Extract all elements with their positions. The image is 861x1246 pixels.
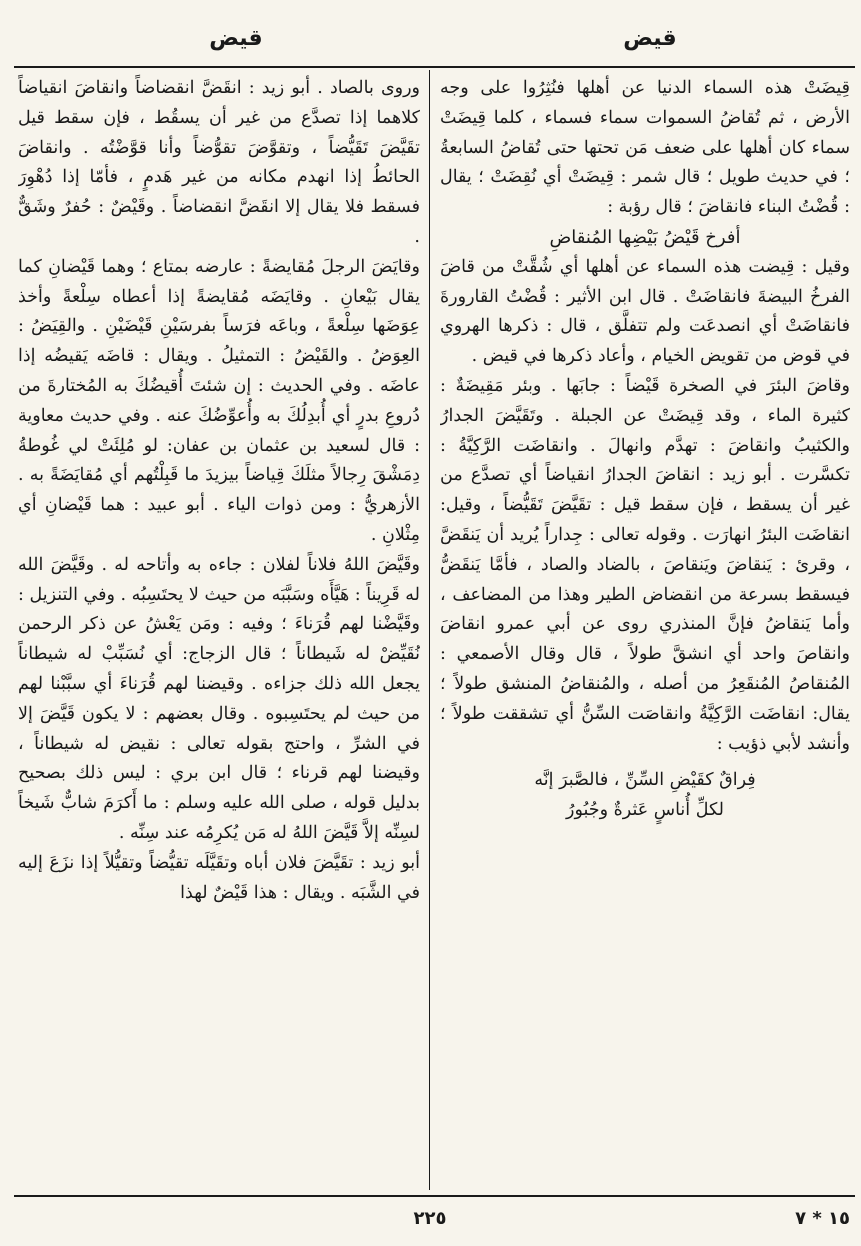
couplet-line-2: لكلِّ أُناسٍ عَثرةٌ وجُبُورُ	[566, 800, 724, 821]
verse-line: أفرخ قَيْضُ بَيْضِها المُنقاضِ	[549, 226, 741, 248]
paragraph: قِيضَتْ هذه السماء الدنيا عن أهلها فنُثِرُوا على وجه الأرض ، ثم تُقاضُ السموات سماء فسماء ، كلما قِيضَتْ سماء كان أهلها على ضعف مَن تحتها حتى تُقاضُ السابعةُ ؛ في حديث طويل ؛ قال شمر : قِيضَتْ أي نُقِضَتْ ؛ يقال : قُضْتُ البناء فانقاضَ ؛ قال رؤبة :	[440, 78, 850, 218]
paragraph: وقيل : قِيضت هذه السماء عن أهلها أي شُقَّتْ من قاضَ الفرخُ البيضةَ فانقاضَتْ . قال ابن الأثير : قُضْتُ القارورةَ فانقاضَتْ أي انصدعَت ولم تتفلَّق ، قال : ذكرها الهروي في قوض من تقويض الخيام ، وأعاد ذكرها في قيض .	[440, 256, 850, 367]
couplet-line-1: فِراقٌ كقَيْضِ السِّنِّ ، فالصَّبرَ إنَّه	[534, 770, 756, 791]
right-column	[440, 74, 850, 1186]
page-number: ٢٢٥	[413, 1208, 447, 1229]
signature-mark: ١٥ * ٧	[795, 1208, 850, 1229]
bottom-rule	[14, 1195, 855, 1197]
paragraph: وروى بالصاد . أبو زيد : انقَضَّ انقضاضاً وانقاضَ انقياضاً كلاهما إذا تصدَّع من غير أن يسقُط ، فإن سقط قيل تقَيَّضَ تَقَيُّضاً ، وتقوَّضَ تقوُّضاً وأنا قوَّضْتُه . وانقاضَ الحائطُ إذا انهدم مكانه من غير هَدمٍ ، فأمّا إذا دُهْوِرَ فسقط فلا يقال إلا انقَضَّ انقضاضاً . وقَيْضٌ : حُفرٌ وشَقٌّ .	[18, 78, 420, 247]
column-divider	[429, 70, 430, 1190]
poetry-couplet	[440, 765, 850, 825]
paragraph: وقاضَ البئرَ في الصخرة قَيْضاً : جابَها . وبئر مَقِيضَةٌ : كثيرة الماء ، وقد قِيضَتْ عن الجبلة . وتَقَيَّضَ الجدارُ والكثيبُ وانقاضَ : تهدَّم وانهالَ . وانقاضَت الرَّكِيَّةُ : تكسَّرت . أبو زيد : انقاضَ الجدارُ انقياضاً أي تصدَّع من غير أن يسقط ، فإن سقط قيل : تقَيَّضَ تَقَيُّضاً ، وقيل: انقاضَت البئرُ انهارَت . وقوله تعالى : جِداراً يُريد أن يَنقَضَّ ، وقرئ : يَنقاضَ ويَنقاصَ ، بالضاد والصاد ، فأمَّا يَنقَضُّ فيسقط بسرعة من انقضاض الطير وهذا من المضاعف ، وأما يَنقاضُ فإنَّ المنذري روى عن أبي عمرو انقاضَ وانقاصَ واحد أي انشقَّ طولاً ، قال وقال الأصمعي : المُنقاصُ المُنقَعِرُ من أصله ، والمُنقاضُ المنشق طولاً ؛ يقال: انقاضَت الرَّكِيَّةُ وانقاصَت السِّنُّ أي تشققت طولاً ؛ وأنشد لأبي ذؤيب :	[440, 375, 850, 754]
paragraph: وقَيَّضَ اللهُ فلاناً لفلان : جاءه به وأتاحه له . وقَيَّضَ الله له قَرِيناً : هَيَّأَه وسَبَّبَه من حيث لا يحتَسِبُه . وفي التنزيل : وقَيَّضْنا لهم قُرَناءَ ؛ وفيه : ومَن يَعْشُ عن ذكر الرحمن نُقَيِّضْ له شَيطاناً ؛ قال الزجاج: أي نُسَبِّبْ له شيطاناً يجعل الله ذلك جزاءه . وقيضنا لهم قُرَناءَ أي سبَّبْنا لهم من حيث لم يحتَسِبوه . وقال بعضهم : لا يكون قَيَّضَ إلا في الشرِّ ، واحتج بقوله تعالى : نقيض له شيطاناً ، وقيضنا لهم قرناء ؛ قال ابن بري : ليس ذلك بصحيح بدليل قوله ، صلى الله عليه وسلم : ما أَكرَمَ شابٌّ شَيخاً لسِنِّه إلاَّ قَيَّضَ اللهُ له مَن يُكرِمُه عند سِنِّه .	[18, 554, 420, 843]
paragraph: وقايَضَ الرجلَ مُقايضةً : عارضه بمتاع ؛ وهما قَيْضانِ كما يقال بَيْعانِ . وقايَضَه مُقايضةً إذا أعطاه سِلْعةً وأخذ عِوَضَها سِلْعةً ، وباعَه فرَساً بفرسَيْنِ قَيْضَيْنِ . والقِيَضُ : العِوَضُ . والقَيْضُ : التمثيلُ . ويقال : قاضَه يَقيضُه إذا عاضَه . وفي الحديث : إن شئتَ أُقيضُكَ به المُختارةَ من دُروعِ بدرٍ أي أُبدِلُكَ به وأُعوِّضُكَ عنه . وفي حديث معاوية : قال لسعيد بن عثمان بن عفان: لو مُلِئَتْ لي غُوطةُ دِمَشْقَ رِجالاً مثلَكَ قِياضاً بيزيدَ ما قَبِلْتُهم أي مُقايَضَةً به . الأزهريُّ : ومن ذوات الياء . أبو عبيد : هما قَيْضانِ أي مِثْلانِ .	[18, 256, 420, 545]
top-rule	[14, 66, 855, 68]
paragraph: أبو زيد : تقَيَّضَ فلان أباه وتقَيَّلَه تقيُّضاً وتقيُّلاً إذا نزَعَ إليه في الشَّبَه . ويقال : هذا قَيْضٌ لهذا	[18, 852, 420, 903]
left-column	[18, 74, 420, 1186]
running-head-right: قيض	[623, 26, 677, 51]
running-head-left: قيض	[209, 26, 263, 51]
